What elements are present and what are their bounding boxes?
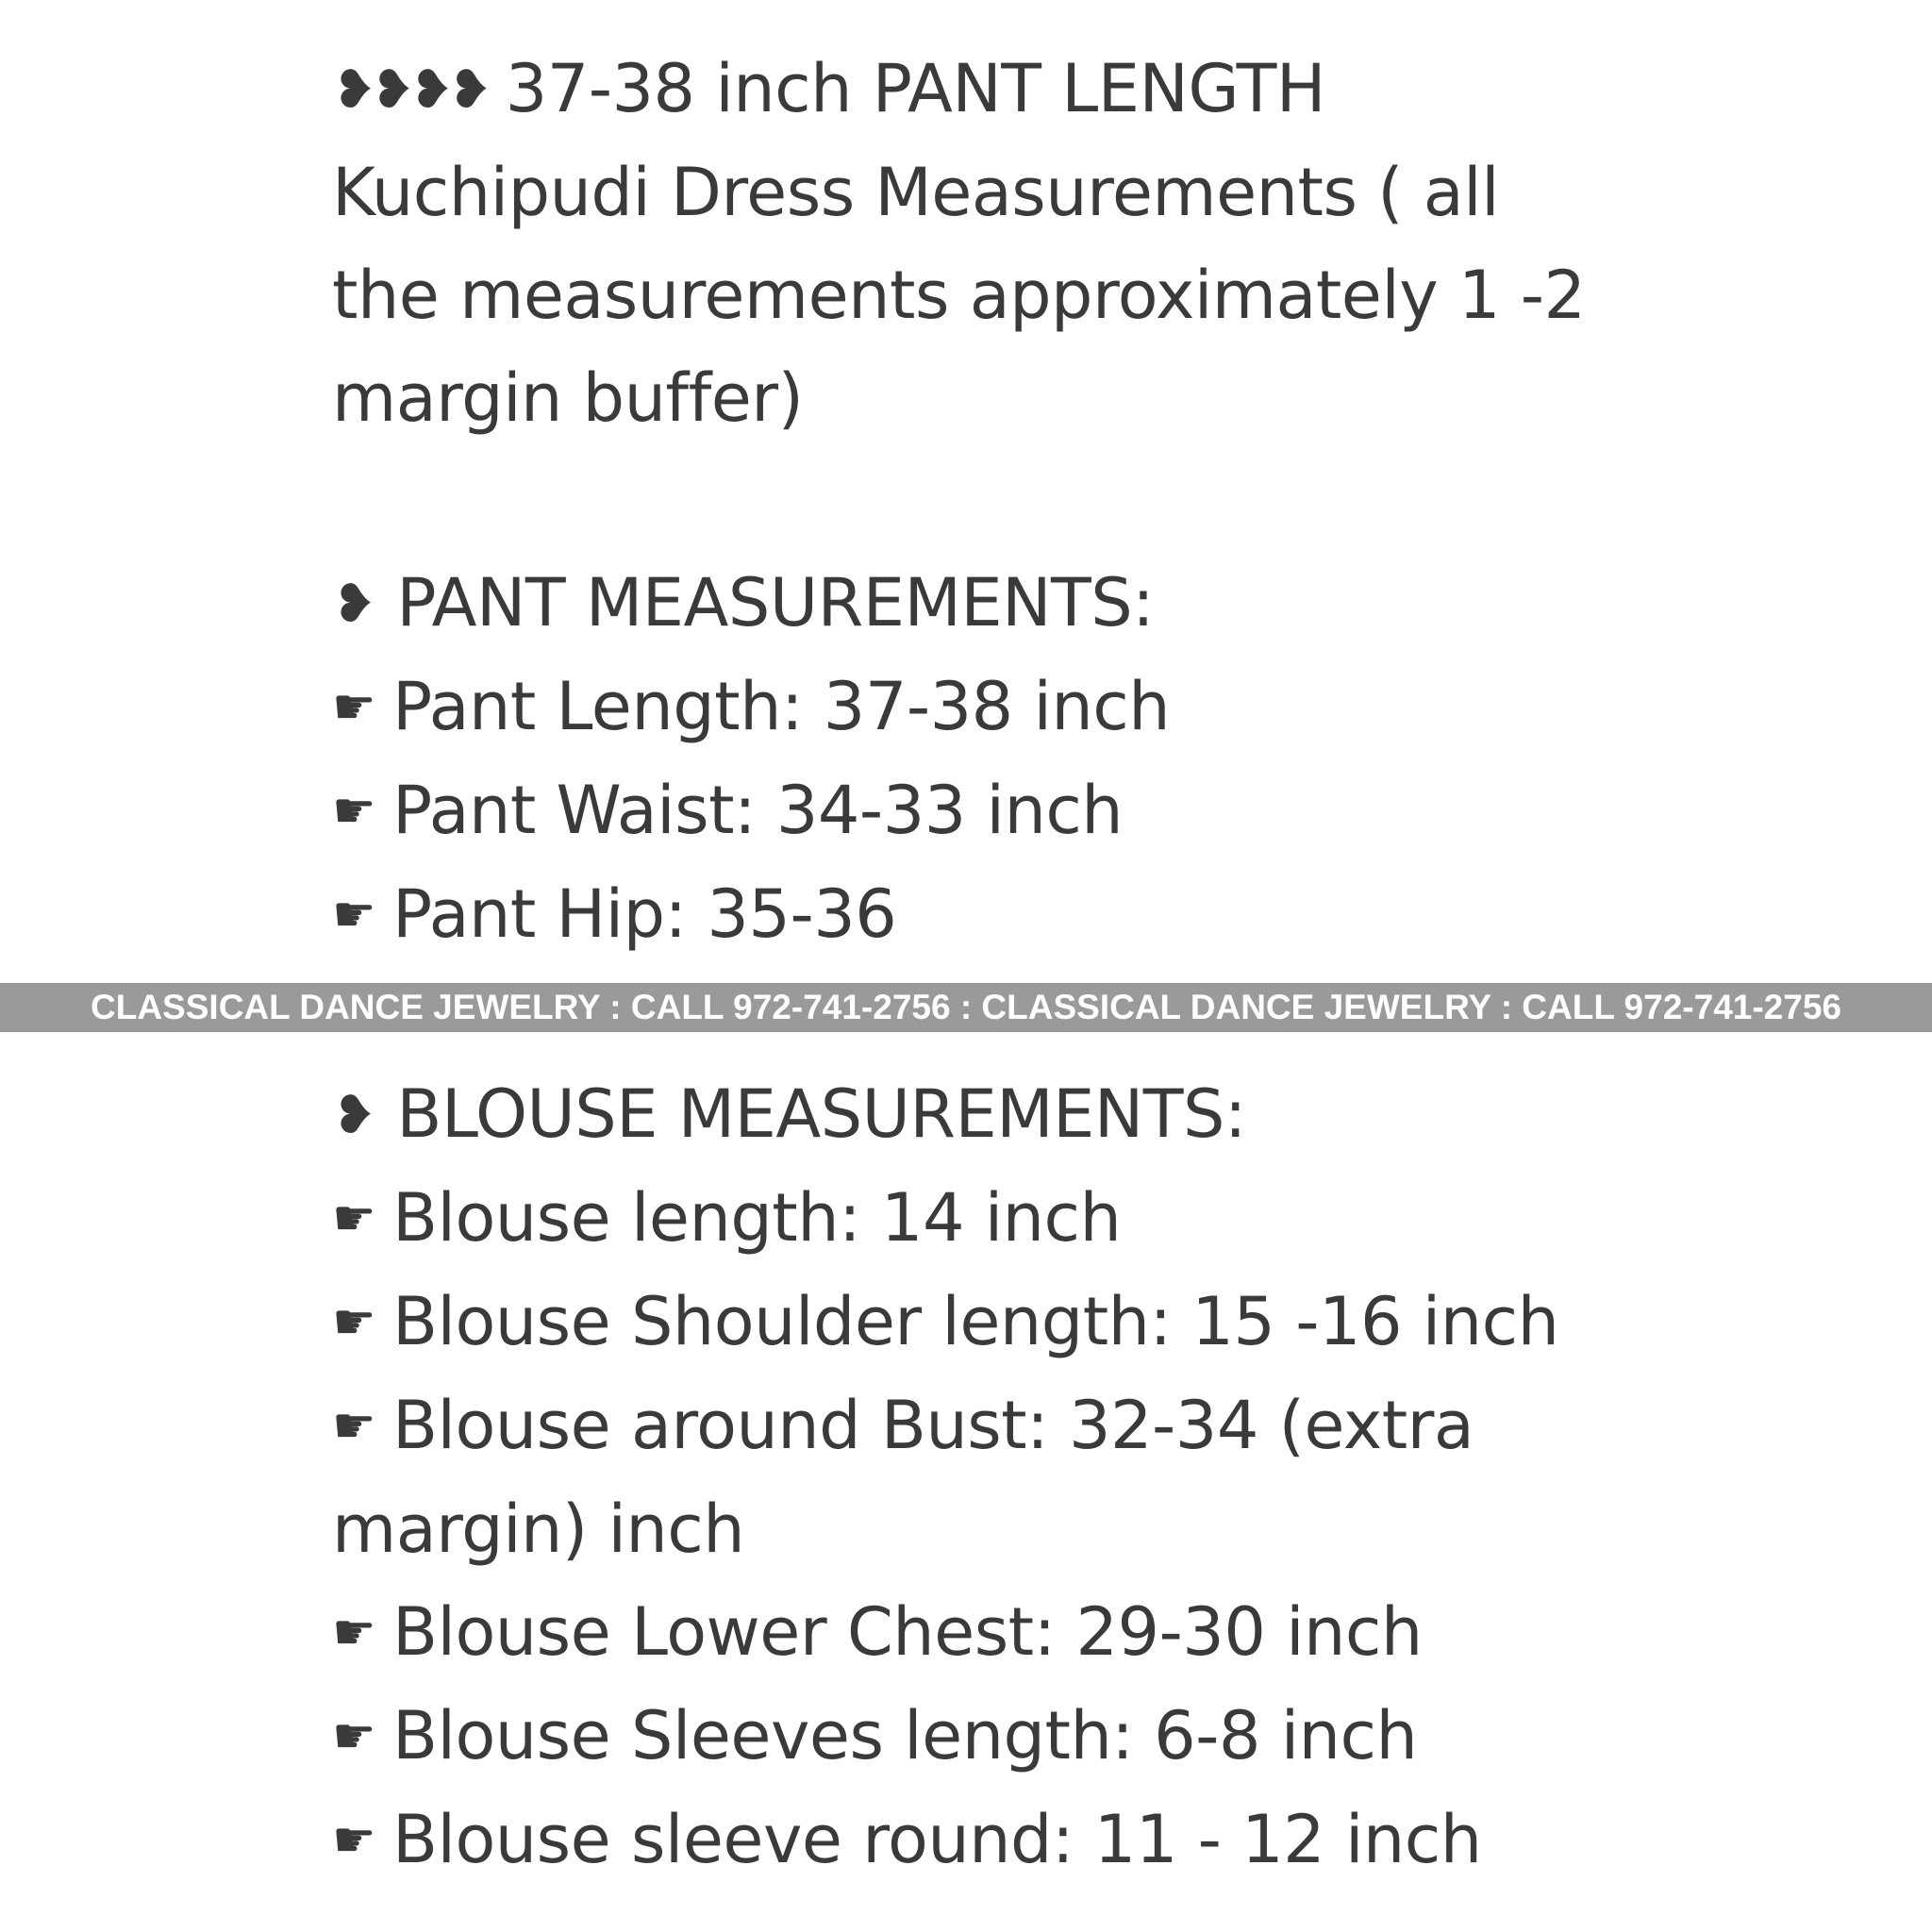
pointing-hand-icon: ☛ (332, 1294, 376, 1351)
blouse-section (332, 1063, 1898, 1892)
pant-heading: PANT MEASUREMENTS: (396, 564, 1155, 641)
blouse-sleeves-length: Blouse Sleeves length: 6-8 inch (392, 1697, 1418, 1774)
pointing-hand-icon: ☛ (332, 887, 376, 943)
list-item (332, 1271, 1898, 1374)
pointing-hand-icon: ☛ (332, 679, 376, 736)
list-item (332, 1374, 1898, 1478)
pointing-hand-icon: ☛ (332, 1605, 376, 1661)
intro-line-2: the measurements approximately 1 -2 (332, 257, 1586, 334)
intro-section (332, 38, 1898, 450)
list-item (332, 1167, 1898, 1271)
blouse-heading-line (332, 1063, 1898, 1167)
list-item (332, 656, 1898, 759)
blouse-sleeve-round: Blouse sleeve round: 11 - 12 inch (392, 1801, 1482, 1878)
pant-length: Pant Length: 37-38 inch (392, 668, 1171, 745)
heart-bullet-icon: ❥ (332, 1085, 376, 1146)
pointing-hand-icon: ☛ (332, 1812, 376, 1869)
pointing-hand-icon: ☛ (332, 783, 376, 840)
intro-line-1: Kuchipudi Dress Measurements ( all (332, 154, 1500, 231)
blouse-lower-chest: Blouse Lower Chest: 29-30 inch (392, 1593, 1423, 1671)
pant-heading-line (332, 552, 1898, 656)
pointing-hand-icon: ☛ (332, 1708, 376, 1765)
pant-waist: Pant Waist: 34-33 inch (392, 772, 1124, 849)
blouse-around-bust: Blouse around Bust: 32-34 (extra (392, 1387, 1474, 1464)
pant-hip: Pant Hip: 35-36 (392, 875, 897, 953)
intro-line-3: margin buffer) (332, 359, 804, 437)
blouse-length: Blouse length: 14 inch (392, 1179, 1122, 1257)
hearts-icon: ❥❥❥❥ (332, 59, 487, 121)
blouse-shoulder-length: Blouse Shoulder length: 15 -16 inch (392, 1283, 1559, 1360)
pointing-hand-icon: ☛ (332, 1398, 376, 1455)
heart-bullet-icon: ❥ (332, 574, 376, 635)
list-item (332, 1685, 1898, 1789)
blouse-heading: BLOUSE MEASUREMENTS: (396, 1075, 1247, 1153)
watermark-banner: CLASSICAL DANCE JEWELRY : CALL 972-741-2756 : CLASSICAL DANCE JEWELRY : CALL 972-741-2756 (0, 983, 1932, 1032)
pant-section (332, 552, 1898, 967)
page-title: 37-38 inch PANT LENGTH (505, 50, 1325, 127)
list-item (332, 759, 1898, 863)
title-line (332, 38, 1898, 142)
list-item (332, 863, 1898, 967)
blouse-bust-continuation: margin) inch (332, 1491, 745, 1568)
list-item (332, 1789, 1898, 1892)
pointing-hand-icon: ☛ (332, 1191, 376, 1247)
list-item (332, 1581, 1898, 1685)
